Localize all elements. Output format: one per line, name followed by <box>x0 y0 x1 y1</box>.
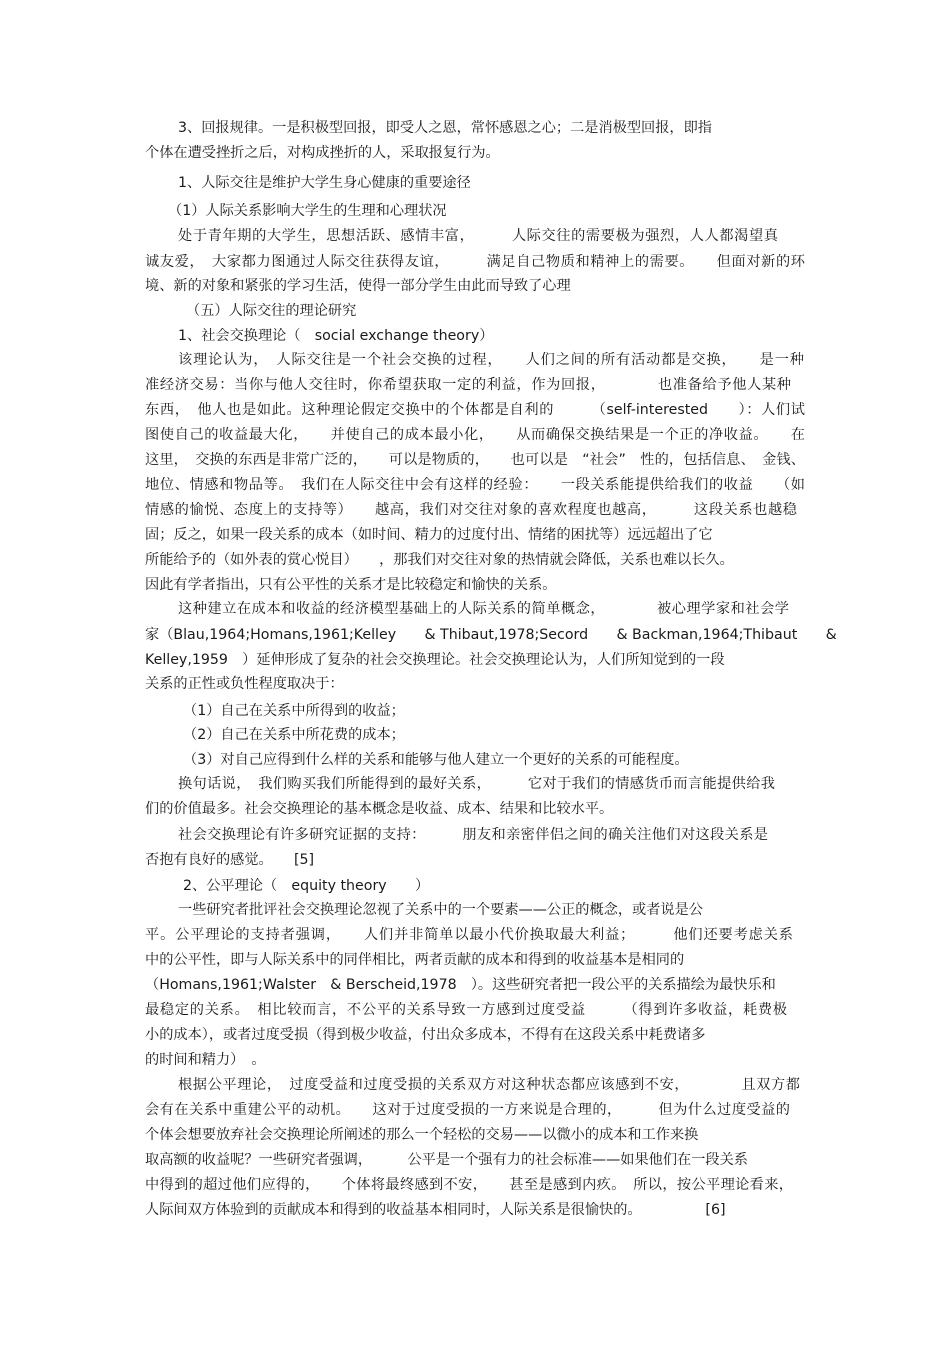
text-line: 社会交换理论有许多研究证据的支持： 朋友和亲密伴侣之间的确关注他们对这段关系是 <box>178 827 768 843</box>
text-line: 取高额的收益呢？一些研究者强调， 公平是一个强有力的社会标准——如果他们在一段关系 <box>145 1152 748 1168</box>
text-line: 们的价值最多。社会交换理论的基本概念是收益、成本、结果和比较水平。 <box>145 801 614 817</box>
text-line: 人际间双方体验到的贡献成本和得到的收益基本相同时，人际关系是很愉快的。 [6] <box>145 1202 726 1218</box>
text-line: 固；反之，如果一段关系的成本（如时间、精力的过度付出、情绪的困扰等）远远超出了它 <box>145 527 713 543</box>
text-line: 最稳定的关系。 相比较而言，不公平的关系导致一方感到过度受益 （得到许多收益，耗费极 <box>145 1002 787 1018</box>
text-line: 情感的愉悦、态度上的支持等） 越高，我们对交往对象的喜欢程度也越高， 这段关系也越稳 <box>145 502 797 518</box>
text-line: 地位、情感和物品等。 我们在人际交往中会有这样的经验： 一段关系能提供给我们的收益 （如 <box>145 477 805 493</box>
text-line: 换句话说， 我们购买我们所能得到的最好关系， 它对于我们的情感货币而言能提供给我 <box>178 776 775 792</box>
text-line: 因此有学者指出，只有公平性的关系才是比较稳定和愉快的关系。 <box>145 577 557 593</box>
text-line: 平。公平理论的支持者强调， 人们并非简单以最小代价换取最大利益； 他们还要考虑关系 <box>145 927 793 943</box>
text-line: （Homans,1961;Walster & Berscheid,1978 ）。这些研究者把一段公平的关系描绘为最快乐和 <box>145 977 776 993</box>
list-item: （3）对自己应得到什么样的关系和能够与他人建立一个更好的关系的可能程度。 <box>183 752 689 768</box>
text-line: 境、新的对象和紧张的学习生活，使得一部分学生由此而导致了心理 <box>145 278 571 294</box>
text-line: 图使自己的收益最大化， 并使自己的成本最小化， 从而确保交换结果是一个正的净收益。 在 <box>145 427 805 443</box>
text-line: 个体会想要放弃社会交换理论所阐述的那么一个轻松的交易——以微小的成本和工作来换 <box>145 1127 699 1143</box>
section-heading: （五）人际交往的理论研究 <box>186 303 357 319</box>
text-line: 这种建立在成本和收益的经济模型基础上的人际关系的简单概念， 被心理学家和社会学 <box>178 601 789 617</box>
section-heading: 1、人际交往是维护大学生身心健康的重要途径 <box>178 175 471 191</box>
text-line: 个体在遭受挫折之后，对构成挫折的人，采取报复行为。 <box>145 145 500 161</box>
text-line: 小的成本），或者过度受损（得到极少收益，付出众多成本，不得有在这段关系中耗费诸多 <box>145 1027 706 1043</box>
text-line: 一些研究者批评社会交换理论忽视了关系中的一个要素——公正的概念，或者说是公 <box>178 902 703 918</box>
text-line: 准经济交易：当你与他人交往时，你希望获取一定的利益，作为回报， 也准备给予他人某种 <box>145 377 791 393</box>
list-item: （2）自己在关系中所花费的成本； <box>183 727 405 743</box>
text-line: 家（Blau,1964;Homans,1961;Kelley & Thibaut,1978;Secord & Backman,1964;Thibaut & <box>145 627 837 643</box>
text-line: 3、回报规律。一是积极型回报，即受人之恩，常怀感恩之心；二是消极型回报，即指 <box>178 120 712 136</box>
text-line: 会有在关系中重建公平的动机。 这对于过度受损的一方来说是合理的， 但为什么过度受益的 <box>145 1102 790 1118</box>
text-line: 中的公平性，即与人际关系中的同伴相比，两者贡献的成本和得到的收益基本是相同的 <box>145 952 685 968</box>
text-line: 否抱有良好的感觉。 [5] <box>145 852 315 868</box>
text-line: 东西， 他人也是如此。这种理论假定交换中的个体都是自利的 （self-interested ）：人们试 <box>145 402 805 418</box>
text-line: 根据公平理论， 过度受益和过度受损的关系双方对这种状态都应该感到不安， 且双方都 <box>178 1077 800 1093</box>
list-item: （1）自己在关系中所得到的收益； <box>183 703 405 719</box>
text-line: 关系的正性或负性程度取决于： <box>145 676 344 692</box>
text-line: 的时间和精力） 。 <box>145 1052 266 1068</box>
text-line: Kelley,1959 ）延伸形成了复杂的社会交换理论。社会交换理论认为，人们所知觉到的一段 <box>145 652 725 668</box>
text-line: 这里， 交换的东西是非常广泛的， 可以是物质的， 也可以是 “社会” 性的，包括信息、 金钱、 <box>145 452 805 468</box>
subsection-heading: （1）人际关系影响大学生的生理和心理状况 <box>168 203 447 219</box>
text-line: 该理论认为， 人际交往是一个社会交换的过程， 人们之间的所有活动都是交换， 是一种 <box>178 352 804 368</box>
section-heading: 1、社会交换理论（ social exchange theory） <box>178 328 494 344</box>
text-line: 诚友爱， 大家都力图通过人际交往获得友谊， 满足自己物质和精神上的需要。 但面对新的环 <box>145 254 805 270</box>
text-line: 中得到的超过他们应得的， 个体将最终感到不安， 甚至是感到内疚。 所以，按公平理论看来， <box>145 1177 793 1193</box>
text-line: 处于青年期的大学生，思想活跃、感情丰富， 人际交往的需要极为强烈，人人都渴望真 <box>178 228 778 244</box>
section-heading: 2、公平理论（ equity theory ） <box>183 878 430 894</box>
text-line: 所能给予的（如外表的赏心悦目） ，那我们对交往对象的热情就会降低，关系也难以长久。 <box>145 552 734 568</box>
